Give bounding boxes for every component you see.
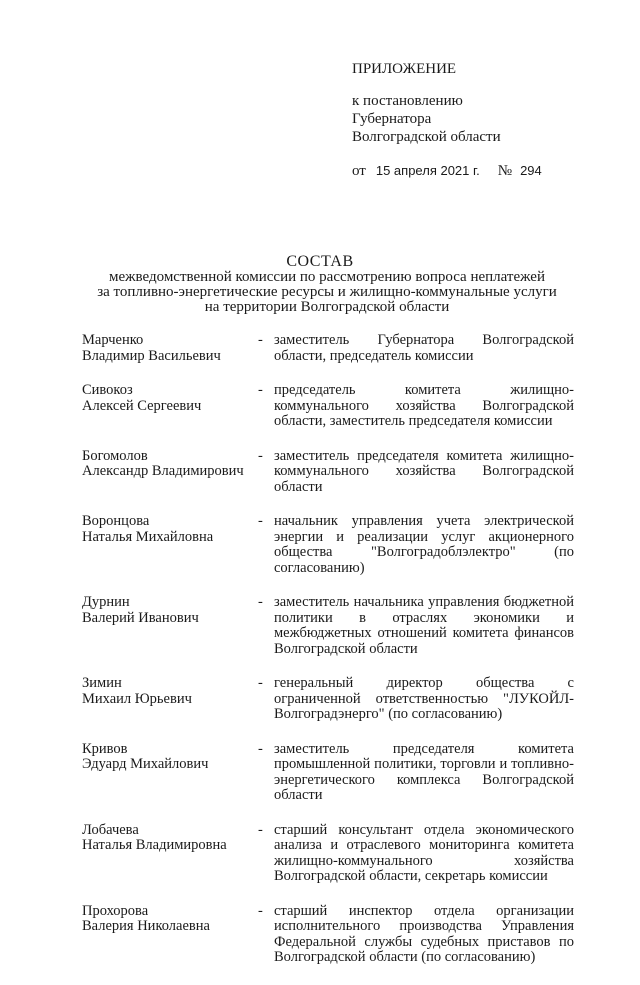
number-value: 294 [520,163,542,178]
member-name [82,904,258,966]
member-dash: - [258,594,263,610]
member-role: заместитель председателя комитета жилищно-коммунального хозяйства Волгоградской области [274,447,574,495]
document-subtitle [82,270,572,315]
member-role: генеральный директор общества с ограниченной ответственностью "ЛУКОЙЛ-Волгоградэнерго" (по согласованию) [274,675,574,722]
annex-line-3: Волгоградской области [352,129,501,145]
member-dash: - [258,675,263,691]
member-dash: - [258,821,263,838]
member-name [82,333,258,364]
member-given-names: Валерий Иванович [82,609,199,626]
member-name [82,514,258,576]
member-dash: - [258,447,263,464]
member-given-names: Наталья Владимировна [82,837,227,853]
member-row [82,904,574,966]
member-role: заместитель председателя комитета промышленной политики, торговли и топливно-энергетического комплекса Волгоградской области [274,740,574,803]
member-given-names: Эдуард Михайлович [82,756,209,772]
member-dash: - [258,332,263,348]
date-prefix: от [352,163,366,179]
member-dash: - [258,513,263,529]
annex-title: ПРИЛОЖЕНИЕ [352,61,457,77]
member-given-names: Александр Владимирович [82,463,244,479]
subtitle-line: за топливно-энергетические ресурсы и жилищно-коммунальные услуги [97,284,557,300]
member-given-names: Алексей Сергеевич [82,397,202,414]
member-dash: - [258,382,263,398]
date-value: 15 апреля 2021 г. [375,163,480,178]
member-row [82,449,574,496]
annex-block [352,60,542,180]
member-surname: Воронцова [82,513,150,529]
member-row [82,676,574,723]
annex-date-line [352,162,542,180]
member-name [82,742,258,804]
member-given-names: Валерия Николаевна [82,918,210,934]
document-title: СОСТАВ [286,253,354,270]
member-name [82,595,258,657]
member-role: начальник управления учета электрической энергии и реализации услуг акционерного общества "Волгоградоблэлектро" (по согласованию) [274,513,574,576]
members-list [82,333,574,985]
member-role: старший инспектор отдела организации исполнительного производства Управления Федеральной службы судебных приставов по Волгоградской области (по согласованию) [274,902,574,965]
member-surname: Богомолов [82,447,148,464]
member-row [82,514,574,576]
member-surname: Марченко [82,332,144,348]
member-role: заместитель начальника управления бюджетной политики в отраслях экономики и межбюджетных отношений комитета финансов Волгоградской области [274,594,574,657]
number-prefix: № [497,163,513,179]
member-role: старший консультант отдела экономического анализа и отраслевого мониторинга комитета жилищно-коммунального хозяйства Волгоградской области, секретарь комиссии [274,821,574,884]
subtitle-line: межведомственной комиссии по рассмотрению вопроса неплатежей [109,269,545,285]
member-role: заместитель Губернатора Волгоградской области, председатель комиссии [274,332,574,364]
member-surname: Зимин [82,675,122,691]
member-surname: Сивокоз [82,382,133,398]
member-role: председатель комитета жилищно-коммунального хозяйства Волгоградской области, заместитель председателя комиссии [274,382,574,429]
member-dash: - [258,902,263,919]
member-given-names: Михаил Юрьевич [82,690,192,707]
subtitle-line: на территории Волгоградской области [204,299,450,315]
member-row [82,595,574,657]
annex-line-2: Губернатора [352,111,432,127]
member-surname: Кривов [82,740,128,757]
member-name [82,449,258,496]
member-surname: Лобачева [82,821,139,838]
member-name [82,823,258,885]
member-row [82,742,574,804]
member-surname: Прохорова [82,902,149,919]
member-dash: - [258,740,263,757]
member-row [82,823,574,885]
member-row [82,333,574,364]
member-given-names: Владимир Васильевич [82,347,221,364]
member-row [82,383,574,430]
member-surname: Дурнин [82,594,130,610]
member-given-names: Наталья Михайловна [82,528,214,545]
member-name [82,676,258,723]
annex-line-1: к постановлению [352,93,463,109]
member-name [82,383,258,430]
